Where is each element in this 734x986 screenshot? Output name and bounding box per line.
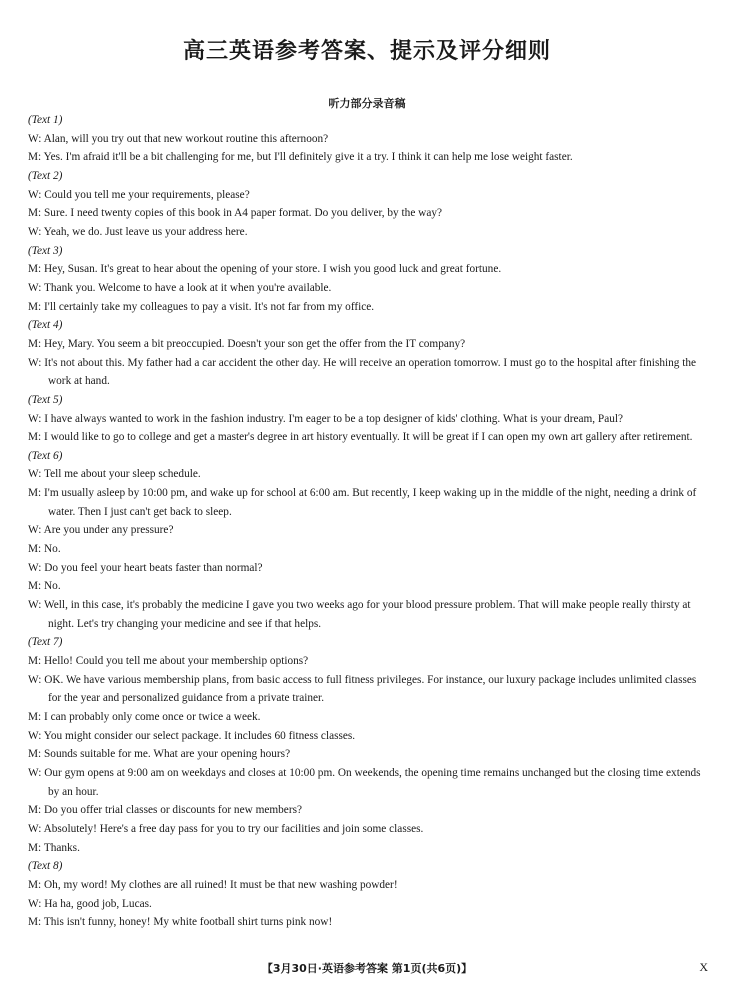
dialogue-line: M: Yes. I'm afraid it'll be a bit challenging for me, but I'll definitely give it a try. I think it can help me lose weight faster.: [28, 151, 573, 164]
dialogue-text: It's not about this. My father had a car accident the other day. He will receive an operation tomorrow. I must go to the hospital after finishing the work at hand.: [44, 356, 697, 388]
dialogue-text: I can probably only come once or twice a week.: [44, 711, 261, 723]
dialogue-line: M: I would like to go to college and get a master's degree in art history eventually. It will be great if I can open my own art gallery after retirement.: [28, 431, 693, 444]
dialogue-line: M: No.: [28, 543, 61, 556]
dialogue-text: Absolutely! Here's a free day pass for you to try our facilities and join some classes.: [43, 822, 424, 835]
speaker-label: M: [28, 804, 39, 817]
speaker-label: W: [28, 356, 39, 369]
text-section-header: (Text 2): [28, 169, 63, 182]
dialogue-text: Alan, will you try out that new workout routine this afternoon?: [43, 132, 329, 145]
speaker-label: M: [28, 487, 39, 500]
dialogue-line: M: Hello! Could you tell me about your membership options?: [28, 655, 309, 668]
dialogue-line: M: Thanks.: [28, 841, 80, 854]
speaker-label: M: [28, 916, 39, 929]
dialogue-text: You might consider our select package. It includes 60 fitness classes.: [43, 729, 356, 742]
speaker-label: M: [28, 337, 39, 350]
dialogue-line: W: OK. We have various membership plans, from basic access to full fitness privileges. For instance, our luxury package includes unlimited classes for the year and personalized guidance from a private trainer.: [28, 673, 697, 705]
speaker-label: W: [28, 225, 39, 238]
dialogue-line: W: Thank you. Welcome to have a look at it when you're available.: [28, 281, 332, 294]
dialogue-line: M: I'll certainly take my colleagues to pay a visit. It's not far from my office.: [28, 300, 375, 313]
dialogue-line: W: It's not about this. My father had a car accident the other day. He will receive an operation tomorrow. I must go to the hospital after finishing the work at hand.: [28, 356, 697, 388]
speaker-label: M: [28, 207, 39, 220]
text-section-header: (Text 3): [28, 244, 63, 257]
dialogue-text: No.: [44, 580, 61, 593]
speaker-label: W: [28, 766, 39, 779]
dialogue-text: Are you under any pressure?: [43, 524, 174, 537]
dialogue-line: M: I'm usually asleep by 10:00 pm, and wake up for school at 6:00 am. But recently, I keep waking up in the middle of the night, needing a drink of water. Then I just can't get back to sleep.: [28, 487, 697, 518]
dialogue-line: W: Alan, will you try out that new workout routine this afternoon?: [28, 132, 329, 145]
dialogue-line: M: Oh, my word! My clothes are all ruined! It must be that new washing powder!: [28, 878, 398, 891]
dialogue-line: W: Are you under any pressure?: [28, 524, 174, 537]
speaker-label: M: [28, 748, 39, 761]
section-subtitle: 听力部分录音稿: [328, 97, 406, 110]
speaker-label: W: [28, 281, 39, 294]
dialogue-line: W: Our gym opens at 9:00 am on weekdays and closes at 10:00 pm. On weekends, the opening time remains unchanged but the closing time extends by an hour.: [28, 766, 701, 798]
dialogue-text: Hey, Mary. You seem a bit preoccupied. Doesn't your son get the offer from the IT company?: [44, 337, 466, 350]
speaker-label: W: [28, 132, 39, 145]
speaker-label: M: [28, 543, 39, 556]
dialogue-text: Oh, my word! My clothes are all ruined! It must be that new washing powder!: [44, 878, 398, 891]
dialogue-line: W: Yeah, we do. Just leave us your address here.: [28, 225, 248, 238]
dialogue-text: Thank you. Welcome to have a look at it when you're available.: [44, 281, 332, 294]
dialogue-text: I would like to go to college and get a master's degree in art history eventually. It will be great if I can open my own art gallery after retirement.: [44, 431, 693, 444]
corner-mark: X: [699, 960, 708, 974]
speaker-label: W: [28, 897, 39, 910]
dialogue-text: Yeah, we do. Just leave us your address here.: [43, 225, 248, 238]
dialogue-text: I'm usually asleep by 10:00 pm, and wake up for school at 6:00 am. But recently, I keep waking up in the middle of the night, needing a drink of water. Then I just can't get back to sleep.: [44, 487, 697, 518]
page-title: 高三英语参考答案、提示及评分细则: [182, 39, 551, 64]
speaker-label: M: [28, 431, 39, 444]
speaker-label: W: [28, 822, 39, 835]
dialogue-text: Do you offer trial classes or discounts for new members?: [44, 804, 302, 817]
text-section-header: (Text 6): [28, 449, 63, 462]
speaker-label: M: [28, 580, 39, 593]
speaker-label: M: [28, 841, 39, 854]
speaker-label: W: [28, 412, 39, 425]
dialogue-line: W: Could you tell me your requirements, please?: [28, 188, 250, 201]
dialogue-text: Hello! Could you tell me about your membership options?: [44, 655, 309, 668]
page-footer: 【3月30日·英语参考答案 第1页(共6页)】: [261, 962, 473, 975]
speaker-label: M: [28, 878, 39, 891]
dialogue-line: W: Tell me about your sleep schedule.: [28, 468, 201, 481]
text-section-header: (Text 4): [28, 319, 63, 332]
dialogue-line: W: You might consider our select package. It includes 60 fitness classes.: [28, 729, 356, 742]
speaker-label: W: [28, 673, 39, 686]
dialogue-text: Thanks.: [43, 841, 80, 854]
dialogue-line: M: No.: [28, 580, 61, 593]
dialogue-line: M: Sure. I need twenty copies of this book in A4 paper format. Do you deliver, by the way?: [28, 207, 442, 220]
dialogue-line: W: Absolutely! Here's a free day pass for you to try our facilities and join some classes.: [28, 822, 424, 835]
speaker-label: W: [28, 729, 39, 742]
speaker-label: M: [28, 300, 39, 313]
dialogue-text: This isn't funny, honey! My white football shirt turns pink now!: [43, 916, 333, 929]
text-section-header: (Text 1): [28, 114, 63, 126]
dialogue-text: Tell me about your sleep schedule.: [44, 468, 201, 481]
dialogue-text: I'll certainly take my colleagues to pay a visit. It's not far from my office.: [44, 300, 375, 313]
speaker-label: W: [28, 468, 39, 481]
dialogue-line: M: Sounds suitable for me. What are your opening hours?: [28, 748, 291, 761]
dialogue-line: W: Do you feel your heart beats faster than normal?: [28, 561, 263, 574]
text-section-header: (Text 5): [28, 393, 63, 406]
speaker-label: M: [28, 655, 39, 668]
dialogue-text: Yes. I'm afraid it'll be a bit challenging for me, but I'll definitely give it a try. I think it can help me lose weight faster.: [43, 151, 573, 164]
transcript-body: [28, 111, 710, 932]
dialogue-text: Sure. I need twenty copies of this book in A4 paper format. Do you deliver, by the way?: [44, 207, 442, 220]
dialogue-line: M: Hey, Mary. You seem a bit preoccupied. Doesn't your son get the offer from the IT company?: [28, 337, 466, 350]
dialogue-line: M: This isn't funny, honey! My white football shirt turns pink now!: [28, 916, 333, 929]
dialogue-line: M: Hey, Susan. It's great to hear about the opening of your store. I wish you good luck and great fortune.: [28, 263, 502, 276]
speaker-label: W: [28, 561, 39, 574]
dialogue-text: No.: [44, 543, 61, 556]
dialogue-text: Do you feel your heart beats faster than normal?: [44, 561, 263, 574]
dialogue-text: Well, in this case, it's probably the medicine I gave you two weeks ago for your blood pressure problem. That will make people really thirsty at night. Let's try changing your medicine and see if that helps.: [44, 599, 691, 630]
dialogue-text: OK. We have various membership plans, from basic access to full fitness privileges. For instance, our luxury package includes unlimited classes for the year and personalized guidance from a private trainer.: [44, 673, 697, 705]
speaker-label: M: [28, 151, 39, 164]
text-section-header: (Text 7): [28, 636, 63, 649]
speaker-label: W: [28, 188, 39, 201]
dialogue-text: Could you tell me your requirements, please?: [44, 188, 250, 201]
speaker-label: W: [28, 599, 39, 612]
dialogue-line: M: I can probably only come once or twice a week.: [28, 711, 261, 723]
dialogue-line: W: I have always wanted to work in the fashion industry. I'm eager to be a top designer of kids' clothing. What is your dream, Paul?: [28, 412, 624, 425]
dialogue-text: Ha ha, good job, Lucas.: [44, 897, 152, 910]
dialogue-text: Our gym opens at 9:00 am on weekdays and closes at 10:00 pm. On weekends, the opening time remains unchanged but the closing time extends by an hour.: [44, 766, 701, 798]
speaker-label: W: [28, 524, 39, 537]
dialogue-line: W: Ha ha, good job, Lucas.: [28, 897, 152, 910]
speaker-label: M: [28, 711, 39, 723]
dialogue-line: M: Do you offer trial classes or discounts for new members?: [28, 804, 302, 817]
dialogue-line: W: Well, in this case, it's probably the medicine I gave you two weeks ago for your blood pressure problem. That will make people really thirsty at night. Let's try changing your medicine and see if that helps.: [28, 599, 691, 630]
dialogue-text: I have always wanted to work in the fashion industry. I'm eager to be a top designer of kids' clothing. What is your dream, Paul?: [44, 412, 624, 425]
text-section-header: (Text 8): [28, 860, 63, 873]
dialogue-text: Hey, Susan. It's great to hear about the opening of your store. I wish you good luck and great fortune.: [44, 263, 502, 276]
dialogue-text: Sounds suitable for me. What are your opening hours?: [44, 748, 291, 761]
speaker-label: M: [28, 263, 39, 276]
